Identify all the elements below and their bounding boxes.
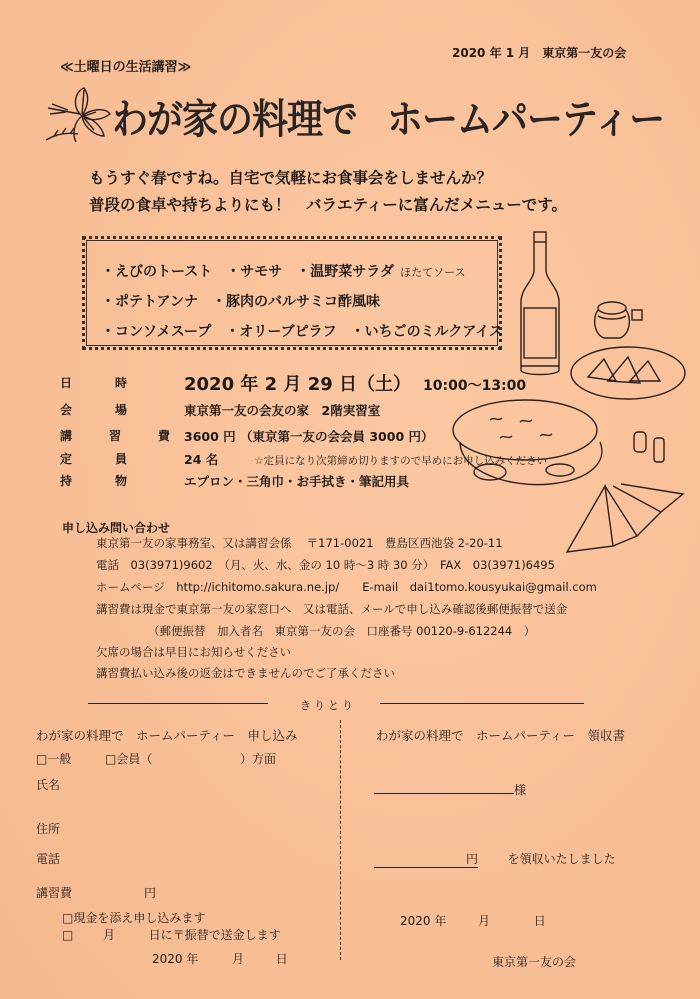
header-date-org: 2020 年 1 月 東京第一友の会 [452, 46, 627, 60]
menu-line-2: ・ポテトアンナ ・豚肉のバルサミコ酢風味 [101, 294, 381, 310]
phone-field[interactable] [80, 850, 330, 870]
menu-items-1: ・えびのトースト ・サモサ ・温野菜サラダ [101, 264, 395, 280]
detail-value: 東京第一友の会友の家 2階実習室 [184, 403, 381, 418]
fee-field[interactable] [80, 884, 140, 904]
contact-phone: 電話 03(3971)9602 （月、火、水、金の 10 時～3 時 30 分） FAX 03(3971)6495 [96, 558, 555, 572]
detail-label: 持 物 [60, 474, 128, 488]
contact-address: 東京第一友の家事務室、又は講習会係 〒171-0021 豊島区西池袋 2-20-11 [96, 536, 503, 550]
address-field[interactable] [80, 820, 330, 840]
phone-label: 電話 [36, 852, 61, 866]
receipt-name-field[interactable] [374, 779, 514, 794]
option-transfer-checkbox[interactable]: □ [62, 928, 74, 942]
capacity-note: ☆定員になり次第締め切りますので早めにお申し込みください [254, 455, 548, 467]
dashed-divider [340, 720, 341, 960]
postal-transfer-info: （郵便振替 加入者名 東京第一友の会 口座番号 00120-9-612244 ） [148, 624, 536, 638]
receipt-name-row [374, 779, 526, 798]
fee-unit: 円 [144, 886, 157, 900]
honorific: 様 [514, 783, 527, 797]
option-transfer[interactable]: □ 月 日に〒振替で送金します [62, 928, 281, 942]
wine-bottle-icon [515, 230, 565, 380]
receipt-issuer: 東京第一友の会 [492, 955, 577, 969]
checkbox-member[interactable]: □会員（ [105, 752, 153, 766]
menu-line-3: ・コンソメスープ ・オリーブピラフ ・いちごのミルクアイス [101, 324, 503, 340]
detail-label: 定 員 [60, 452, 128, 466]
title-part2: ホームパーティー [387, 96, 665, 143]
option-cash[interactable]: □現金を添え申し込みます [62, 911, 206, 925]
menu-note: ほたてソース [400, 266, 466, 279]
intro-line-2: 普段の食卓や持ちよりにも！ バラエティーに富んだメニューです。 [89, 196, 568, 214]
event-date: 2020 年 2 月 29 日（土） [184, 374, 412, 395]
salt-pepper-icon [630, 428, 680, 468]
application-date: 2020 年 月 日 [152, 952, 288, 966]
refund-notice: 講習費払い込み後の返金はできませんのでご了承ください [96, 666, 395, 680]
cut-label: きりとり [300, 699, 356, 712]
pilaf-bowl-icon [430, 392, 610, 492]
member-type-row [36, 750, 276, 767]
detail-value: 3600 円 （東京第一友の会会員 3000 円） [184, 429, 434, 444]
name-label: 氏名 [36, 778, 61, 792]
fee-label: 講習費 [36, 886, 73, 900]
detail-label: 日 時 [60, 376, 128, 390]
detail-label: 講 習 費 [60, 429, 170, 443]
absence-notice: 欠席の場合は早目にお知らせください [96, 645, 292, 659]
member-suffix: ）方面 [240, 752, 277, 766]
menu-line-1 [101, 261, 466, 281]
series-label: ≪土曜日の生活講習≫ [60, 60, 192, 75]
cut-line-left [88, 703, 268, 704]
receipt-amount-row [374, 850, 616, 868]
address-label: 住所 [36, 822, 61, 836]
payment-info: 講習費は現金で東京第一友の家窓口へ 又は電話、メールで申し込み確認後郵便振替で送金 [96, 602, 568, 616]
page-title [112, 88, 664, 145]
cut-line-right [380, 703, 584, 704]
event-time: 10:00～13:00 [423, 378, 527, 394]
receipt-title: わが家の料理で ホームパーティー 領収書 [376, 728, 626, 743]
received-text: を領収いたしました [507, 852, 616, 866]
intro-line-1: もうすぐ春ですね。自宅で気軽にお食事会をしませんか？ [89, 169, 493, 187]
title-part1: わが家の料理で [112, 96, 358, 143]
folded-napkins-icon [565, 482, 685, 562]
leaf-ornament-icon [44, 78, 114, 148]
receipt-amount-field[interactable]: 円 [374, 850, 478, 868]
checkbox-general[interactable]: □一般 [36, 752, 72, 766]
menu-box [82, 236, 502, 350]
jam-jar-icon [590, 298, 650, 348]
contact-web-email: ホームページ http://ichitomo.sakura.ne.jp/ E-mail dai1tomo.kousyukai@gmail.com [96, 580, 597, 594]
application-title: わが家の料理で ホームパーティー 申し込み [36, 728, 298, 743]
detail-value: エプロン・三角巾・お手拭き・筆記用具 [184, 474, 410, 489]
name-field[interactable] [80, 776, 330, 796]
receipt-date: 2020 年 月 日 [400, 914, 546, 928]
detail-label: 会 場 [60, 403, 128, 417]
contact-title: 申し込み問い合わせ [62, 521, 171, 535]
detail-value: 24 名 ☆定員になり次第締め切りますので早めにお申し込みください [184, 452, 548, 467]
